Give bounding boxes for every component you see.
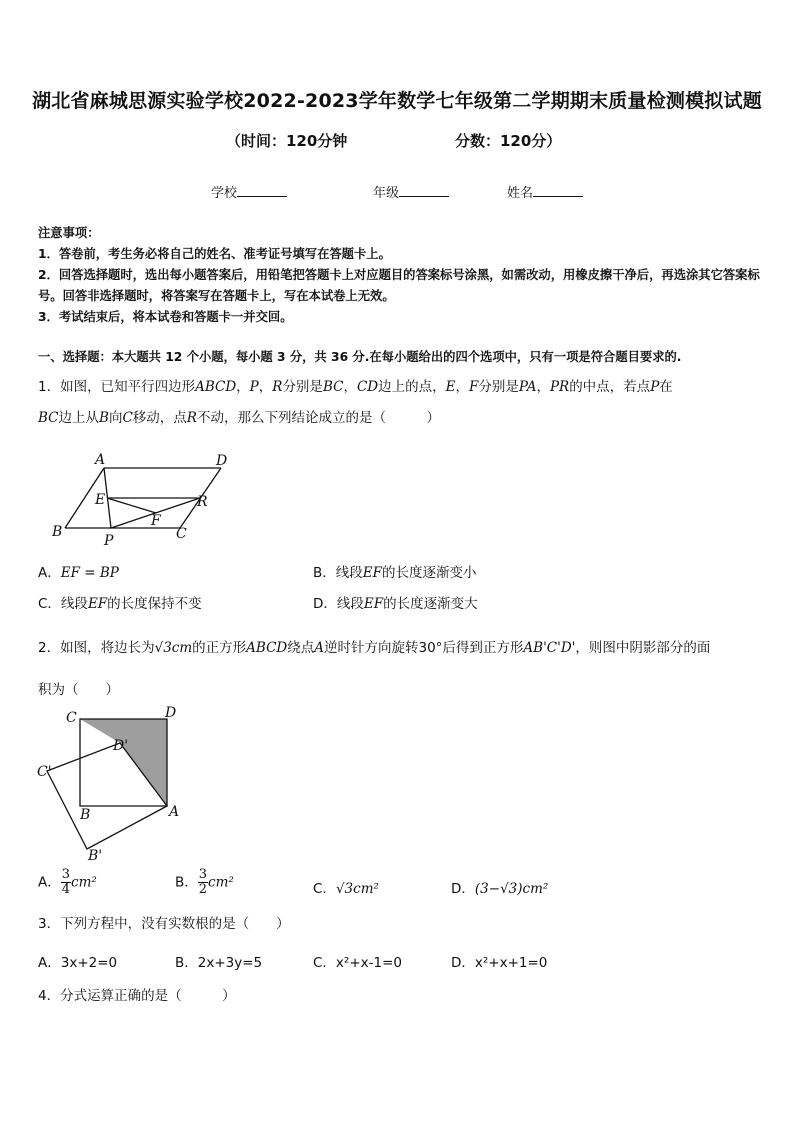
q2-text: 绕点 (287, 640, 315, 656)
q1-math: P (249, 379, 259, 395)
q1-math: C (122, 410, 133, 426)
q1-text: ， (236, 379, 250, 395)
label-e: E (95, 492, 106, 508)
option-label: D． (451, 881, 475, 897)
label-b: B (52, 524, 63, 540)
option-math: EF (362, 565, 382, 581)
question-4-stem: 4．分式运算正确的是（ ） (38, 988, 236, 1004)
q1-math: PR (549, 379, 570, 395)
segment-ef (107, 498, 156, 513)
q1-text: 不动，那么下列结论成立的是（ ） (196, 410, 440, 426)
label-d-prime: D' (113, 738, 129, 754)
name-label: 姓名 (507, 186, 534, 201)
option-label: C． (313, 881, 336, 897)
q2-text: 后得到正方形 (442, 640, 524, 656)
label-d: D (216, 453, 228, 469)
label-d: D (165, 705, 177, 721)
q3-option-c[interactable]: C．x²+x-1=0 (313, 955, 402, 971)
q1-text: ， (258, 379, 273, 395)
name-blank[interactable] (533, 185, 583, 197)
q1-math: BC (322, 379, 344, 395)
school-field[interactable] (211, 182, 287, 201)
q1-text: 1．如图，已知平行四边形 (38, 379, 196, 395)
q1-math: BC (38, 410, 59, 426)
exam-time: （时间：120分钟 (226, 132, 348, 150)
option-text: 的长度逐渐变小 (382, 565, 477, 581)
q1-text: 向 (108, 410, 123, 426)
q1-math: PA (518, 379, 537, 395)
label-f: F (151, 513, 161, 529)
school-label: 学校 (211, 186, 238, 201)
option-math: (3−√3)cm² (474, 881, 549, 897)
option-math: cm² (208, 874, 234, 891)
label-b-prime: B' (88, 848, 103, 863)
option-label: B．线段 (313, 565, 363, 581)
numerator: 3 (61, 867, 71, 882)
q2-option-a[interactable] (38, 868, 97, 897)
q1-math: ABCD (195, 379, 237, 395)
option-text: 的长度逐渐变大 (383, 596, 478, 612)
numerator: 3 (198, 867, 208, 882)
q2-text: 2．如图，将边长为 (38, 640, 155, 656)
grade-label: 年级 (373, 186, 400, 201)
q1-math: R (186, 410, 197, 426)
q2-math: √3cm (154, 640, 193, 656)
grade-blank[interactable] (399, 185, 449, 197)
option-label: A． (38, 565, 61, 581)
denominator: 2 (198, 882, 208, 897)
q1-text: 移动，点 (132, 410, 187, 426)
section-heading: 一、选择题：本大题共 12 个小题，每小题 3 分，共 36 分.在每小题给出的四个选项中，只有一项是符合题目要求的. (38, 350, 682, 364)
q1-math: CD (356, 379, 379, 395)
q3-option-a[interactable]: A．3x+2=0 (38, 955, 118, 971)
q2-text: 积为（ ） (38, 682, 119, 698)
q2-text: ，则图中阴影部分的面 (575, 640, 711, 656)
q3-option-b[interactable]: B．2x+3y=5 (175, 955, 263, 971)
question-1-stem (38, 372, 760, 434)
notes-block (38, 223, 760, 328)
q2-option-b[interactable] (175, 868, 234, 897)
q2-text: 逆时针方向旋转 (323, 640, 419, 656)
fraction (198, 868, 208, 897)
notes-item-1: 1．答卷前，考生务必将自己的姓名、准考证号填写在答题卡上。 (38, 247, 391, 261)
label-a: A (169, 804, 180, 820)
denominator: 4 (61, 882, 71, 897)
label-p: P (104, 533, 114, 548)
exam-title: 湖北省麻城思源实验学校2022-2023学年数学七年级第二学期期末质量检测模拟试题 (32, 90, 762, 112)
q1-math: F (468, 379, 479, 395)
option-math: √3cm² (335, 881, 379, 897)
q1-figure (40, 448, 240, 548)
school-blank[interactable] (237, 185, 287, 197)
q1-text: ， (455, 379, 469, 395)
label-r: R (197, 494, 208, 510)
option-label: A． (38, 874, 61, 891)
q2-text: 的正方形 (192, 640, 247, 656)
option-label: C．线段 (38, 596, 88, 612)
q2-math: AB'C'D' (523, 640, 576, 656)
option-text: 的长度保持不变 (107, 596, 202, 612)
name-field[interactable] (507, 182, 583, 201)
label-c: C (176, 526, 187, 542)
q1-math: R (272, 379, 283, 395)
q1-text: 分别是 (478, 379, 519, 395)
q2-math: A (314, 640, 324, 656)
option-label: B． (175, 874, 198, 891)
q1-text: 边上的点， (378, 379, 446, 395)
q1-option-a[interactable] (38, 561, 119, 581)
q1-math: B (99, 410, 109, 426)
q1-option-c[interactable] (38, 592, 202, 612)
q2-option-c[interactable] (313, 877, 379, 897)
q1-option-b[interactable] (313, 561, 477, 581)
label-a: A (95, 452, 106, 468)
notes-heading: 注意事项： (38, 226, 100, 240)
grade-field[interactable] (373, 182, 449, 201)
fraction (61, 868, 71, 897)
option-label: D．线段 (313, 596, 364, 612)
q3-option-d[interactable]: D．x²+x+1=0 (451, 955, 548, 971)
q1-text: 的中点，若点 (569, 379, 651, 395)
q2-figure (36, 703, 196, 863)
notes-item-2: 2．回答选择题时，选出每小题答案后，用铅笔把答题卡上对应题目的答案标号涂黑，如需改动，用橡皮擦干净后，再选涂其它答案标号。回答非选择题时，将答案写在答题卡上，写在本试卷上无效。 (38, 268, 760, 303)
label-c-prime: C' (37, 764, 52, 780)
q1-text: ， (343, 379, 357, 395)
notes-item-3: 3．考试结束后，将本试卷和答题卡一并交回。 (38, 310, 293, 324)
label-b: B (80, 807, 91, 823)
option-math: EF (87, 596, 108, 612)
option-math: EF = BP (60, 565, 119, 581)
shaded-region (80, 719, 167, 806)
question-2-stem (38, 627, 760, 711)
q1-option-d[interactable] (313, 592, 478, 612)
q2-math: ABCD (246, 640, 288, 656)
q1-text: ， (536, 379, 550, 395)
option-math: EF (363, 596, 384, 612)
exam-score: 分数：120分） (455, 132, 562, 150)
q1-text: 在 (659, 379, 673, 395)
label-c: C (66, 710, 77, 726)
q1-text: 边上从 (58, 410, 100, 426)
q2-option-d[interactable] (451, 877, 548, 897)
option-math: cm² (71, 874, 97, 891)
question-3-stem: 3．下列方程中，没有实数根的是（ ） (38, 916, 290, 932)
q1-math: E (445, 379, 456, 395)
q1-math: P (650, 379, 660, 395)
q1-text: 分别是 (282, 379, 323, 395)
q2-math: 30° (418, 640, 443, 656)
